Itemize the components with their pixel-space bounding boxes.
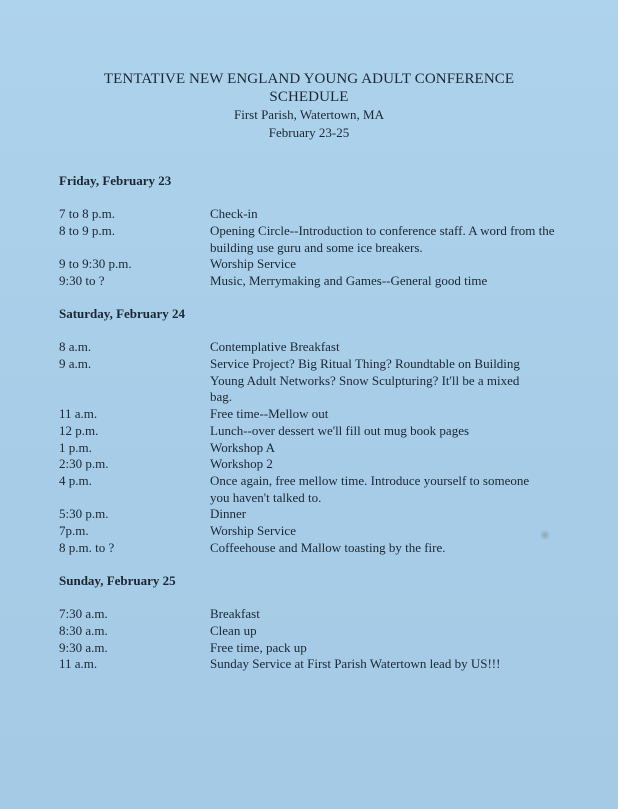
day-heading-saturday: Saturday, February 24 xyxy=(59,306,186,321)
row-time: 5:30 p.m. xyxy=(59,506,109,521)
row-desc: Workshop A xyxy=(210,440,276,455)
row-desc: Once again, free mellow time. Introduce yourself to someone you haven't talked to. xyxy=(210,473,530,505)
row-desc: Coffeehouse and Mallow toasting by the fire. xyxy=(210,540,446,555)
row-desc: Lunch--over dessert we'll fill out mug book pages xyxy=(210,423,470,438)
day-heading-friday: Friday, February 23 xyxy=(59,173,172,188)
title-line-2: SCHEDULE xyxy=(269,89,349,105)
row-time: 9 to 9:30 p.m. xyxy=(59,256,132,271)
row-time: 8:30 a.m. xyxy=(59,623,108,638)
row-desc: Free time, pack up xyxy=(210,640,307,655)
row-desc: Contemplative Breakfast xyxy=(210,339,340,354)
row-time: 4 p.m. xyxy=(59,473,92,488)
page-title xyxy=(0,70,618,106)
row-time: 7p.m. xyxy=(59,523,89,538)
row-time: 11 a.m. xyxy=(59,656,98,671)
row-time: 1 p.m. xyxy=(59,440,92,455)
row-time: 8 p.m. to ? xyxy=(59,540,115,555)
row-time: 8 to 9 p.m. xyxy=(59,223,115,238)
row-time: 12 p.m. xyxy=(59,423,99,438)
row-time: 7:30 a.m. xyxy=(59,606,108,621)
row-time: 9:30 a.m. xyxy=(59,640,108,655)
row-time: 8 a.m. xyxy=(59,339,92,354)
row-time: 11 a.m. xyxy=(59,406,98,421)
row-desc: Service Project? Big Ritual Thing? Roundtable on Building Young Adult Networks? Snow Sculpturing? It'll be a mixed bag. xyxy=(210,356,520,405)
title-line-1: TENTATIVE NEW ENGLAND YOUNG ADULT CONFERENCE xyxy=(103,71,515,87)
row-time: 9 a.m. xyxy=(59,356,92,371)
row-desc: Dinner xyxy=(210,506,247,521)
row-desc: Workshop 2 xyxy=(210,456,273,471)
paper-speck xyxy=(540,529,550,541)
row-desc: Clean up xyxy=(210,623,257,638)
row-desc: Music, Merrymaking and Games--General good time xyxy=(210,273,488,288)
dates-text: February 23-25 xyxy=(268,125,350,140)
row-desc: Worship Service xyxy=(210,523,296,538)
row-desc: Breakfast xyxy=(210,606,260,621)
row-desc: Check-in xyxy=(210,206,258,221)
row-desc: Worship Service xyxy=(210,256,296,271)
location-text: First Parish, Watertown, MA xyxy=(233,107,384,122)
row-time: 9:30 to ? xyxy=(59,273,105,288)
row-desc: Free time--Mellow out xyxy=(210,406,329,421)
row-time: 2:30 p.m. xyxy=(59,456,109,471)
day-heading-sunday: Sunday, February 25 xyxy=(59,573,176,588)
row-time: 7 to 8 p.m. xyxy=(59,206,115,221)
row-desc: Sunday Service at First Parish Watertown lead by US!!! xyxy=(210,656,501,671)
row-desc: Opening Circle--Introduction to conference staff. A word from the building use guru and some ice breakers. xyxy=(210,223,555,255)
